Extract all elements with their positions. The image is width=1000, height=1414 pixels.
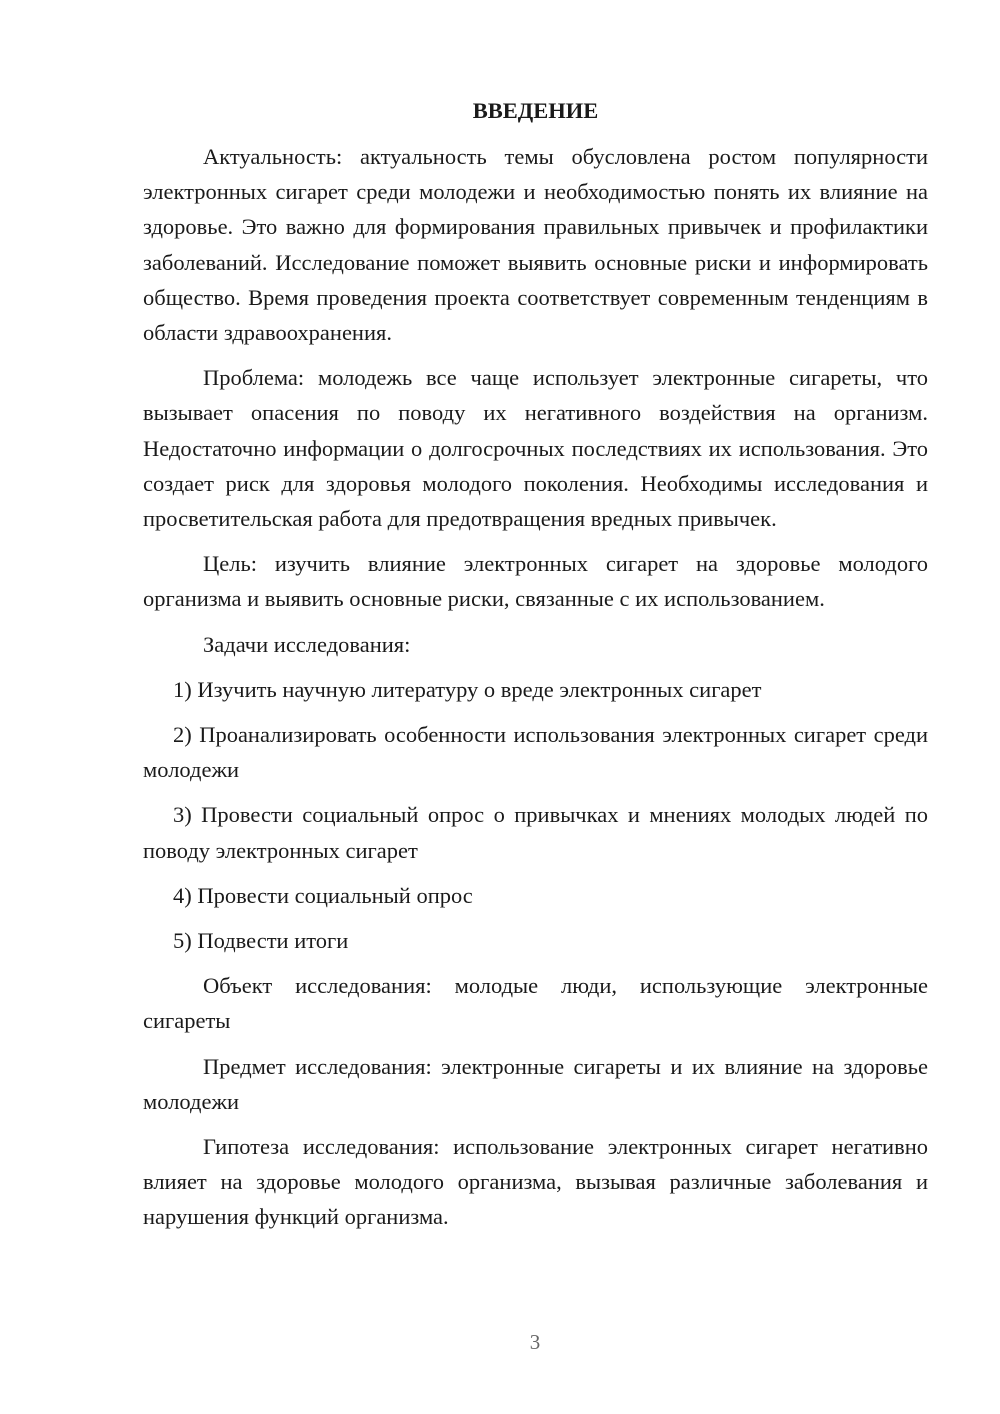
subject-paragraph: Предмет исследования: электронные сигареты и их влияние на здоровье молодежи — [143, 1053, 928, 1114]
relevance-paragraph: Актуальность: актуальность темы обусловлена ростом популярности электронных сигарет среди молодежи и необходимостью понять их влияние на здоровье. Это важно для формирования правильных привычек и профилактики заболеваний. Исследование поможет выявить основные риски и информировать общество. Время проведения проекта соответствует современным тенденциям в области здравоохранения. — [143, 144, 928, 346]
list-item: 5) Подвести итоги — [173, 928, 349, 954]
object-paragraph: Объект исследования: молодые люди, использующие электронные сигареты — [143, 973, 928, 1034]
tasks-heading: Задачи исследования: — [203, 631, 411, 657]
page-number: 3 — [529, 1330, 541, 1354]
list-item: 2) Проанализировать особенности использования электронных сигарет среди молодежи — [143, 722, 928, 783]
page-title: ВВЕДЕНИЕ — [472, 98, 599, 123]
goal-paragraph: Цель: изучить влияние электронных сигарет на здоровье молодого организма и выявить основные риски, связанные с их использованием. — [143, 551, 928, 612]
list-item: 4) Провести социальный опрос — [173, 882, 473, 908]
tasks-list — [143, 672, 928, 958]
list-item: 1) Изучить научную литературу о вреде электронных сигарет — [173, 676, 762, 702]
list-item: 3) Провести социальный опрос о привычках и мнениях молодых людей по поводу электронных сигарет — [143, 802, 928, 863]
hypothesis-paragraph: Гипотеза исследования: использование электронных сигарет негативно влияет на здоровье молодого организма, вызывая различные заболевания и нарушения функций организма. — [143, 1134, 928, 1230]
document-page — [143, 94, 928, 1245]
problem-paragraph: Проблема: молодежь все чаще использует электронные сигареты, что вызывает опасения по поводу их негативного воздействия на организм. Недостаточно информации о долгосрочных последствиях их использования. Это создает риск для здоровья молодого поколения. Необходимы исследования и просветительская работа для предотвращения вредных привычек. — [143, 365, 928, 532]
